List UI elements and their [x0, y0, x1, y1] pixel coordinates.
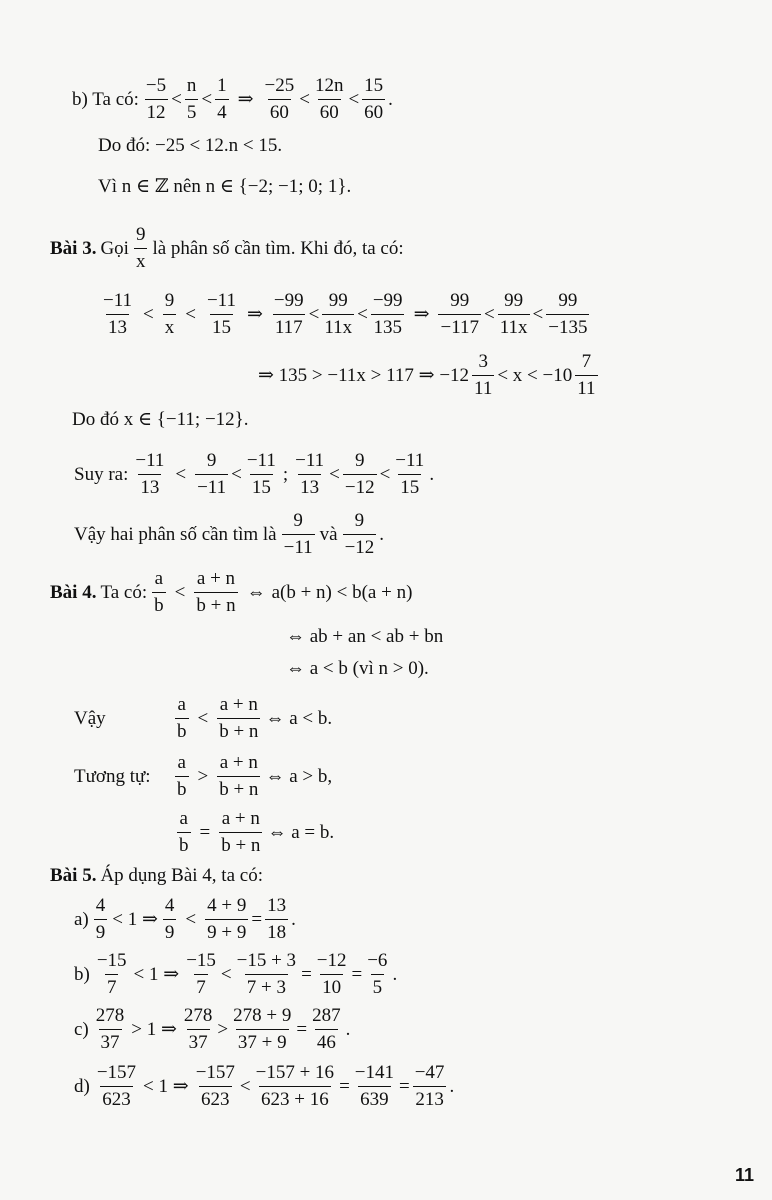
- denominator: 9: [163, 919, 177, 944]
- bai4-equal: [174, 808, 336, 857]
- fraction: [472, 351, 494, 400]
- numerator: 278 + 9: [233, 1005, 292, 1026]
- fraction: [219, 808, 262, 857]
- text: > 1 ⇒: [131, 1018, 177, 1040]
- numerator: −12: [316, 950, 347, 971]
- greater-than: >: [197, 765, 209, 787]
- bai5-b: b) $\frac{-15}{7}$ < 1 ⇒ $\frac{-15}{7}$ < $\frac{-15 + 3}{7 + 3}$ = $\frac{-12}{10}$ = $\frac{-6}{5}$ .: [74, 950, 398, 998]
- denominator: −11: [195, 474, 228, 499]
- bai3-intro: [48, 224, 406, 273]
- denominator: 4: [215, 99, 229, 124]
- denominator: b: [175, 776, 189, 801]
- bai4-tuong-tu: [72, 752, 334, 801]
- denominator: −135: [546, 314, 589, 339]
- denominator: 7: [105, 974, 119, 999]
- fraction: [95, 1062, 138, 1111]
- numerator: −157: [96, 1062, 137, 1083]
- numerator: 287: [312, 1005, 341, 1026]
- numerator: 7: [581, 351, 592, 372]
- text: ⇒ 135 > −11x > 117 ⇒ −12: [258, 364, 470, 386]
- fraction: [184, 950, 218, 999]
- fraction: [195, 450, 228, 499]
- denominator: 11: [575, 375, 597, 400]
- numerator: −15: [186, 950, 216, 971]
- numerator: 9: [206, 450, 217, 471]
- denominator: 11: [472, 375, 494, 400]
- denominator: 18: [265, 919, 288, 944]
- text: Vậy: [74, 707, 106, 729]
- bai4-title: Bài 4.: [50, 581, 97, 603]
- numerator: 9: [293, 510, 303, 531]
- denominator: b: [177, 832, 191, 857]
- bai2b-lead: b) Ta có:: [72, 88, 139, 110]
- text: ⇔ a = b.: [267, 821, 335, 843]
- fraction: [315, 950, 349, 999]
- fraction: [101, 290, 134, 339]
- bai3-suy-ra: Suy ra: $\frac{-11}{13}$ < $\frac{9}{-11}$ < $\frac{-11}{15}$ ; $\frac{-11}{13}$ < $\frac{9}{-12}$ < $\frac{-11}{15}$ .: [74, 450, 435, 498]
- numerator: −25: [264, 75, 295, 96]
- fraction: [365, 950, 389, 999]
- bai3-title: Bài 3.: [50, 237, 97, 259]
- denominator: 37: [187, 1029, 210, 1054]
- bai5-title: Bài 5.: [50, 865, 97, 886]
- denominator: −12: [343, 534, 377, 559]
- denominator: b: [175, 718, 189, 743]
- fraction: [282, 510, 315, 559]
- bai5-d: d) $\frac{-157}{623}$ < 1 ⇒ $\frac{-157}{623}$ < $\frac{-157 + 16}{623 + 16}$ = $\frac{-141}{639}$ = $\frac{-47}{213}$ .: [74, 1062, 455, 1110]
- denominator: x: [134, 248, 148, 273]
- text: Áp dụng Bài 4, ta có:: [100, 865, 263, 886]
- numerator: 4 + 9: [207, 895, 247, 916]
- numerator: −157: [195, 1062, 235, 1083]
- numerator: −6: [367, 950, 388, 971]
- fraction: [217, 752, 260, 801]
- fraction: [144, 75, 168, 124]
- denominator: 7: [194, 974, 208, 999]
- denominator: 13: [298, 474, 321, 499]
- denominator: −117: [438, 314, 481, 339]
- numerator: a + n: [219, 694, 258, 715]
- item-label: a): [74, 908, 89, 930]
- denominator: 623: [100, 1086, 133, 1111]
- fraction: [94, 895, 108, 944]
- bai5-intro: [48, 866, 265, 885]
- denominator: 639: [358, 1086, 391, 1111]
- denominator: 213: [413, 1086, 446, 1111]
- numerator: a: [177, 752, 186, 773]
- fraction: [254, 1062, 336, 1111]
- numerator: 99: [504, 290, 524, 311]
- denominator: b + n: [219, 832, 262, 857]
- fraction: [293, 450, 326, 499]
- fraction: [272, 290, 306, 339]
- denominator: 60: [268, 99, 291, 124]
- numerator: a: [154, 568, 164, 589]
- fraction: [177, 808, 191, 857]
- numerator: a + n: [196, 568, 236, 589]
- numerator: a + n: [219, 752, 258, 773]
- less-than: <: [348, 88, 360, 110]
- bai3-conclusion: Vậy hai phân số cần tìm là $\frac{9}{-11}$ và $\frac{9}{-12}$ .: [74, 510, 385, 558]
- text: là phân số cần tìm. Khi đó, ta có:: [152, 237, 404, 259]
- fraction: [498, 290, 530, 339]
- fraction: [231, 1005, 293, 1054]
- denominator: −12: [343, 474, 377, 499]
- fraction: [322, 290, 354, 339]
- numerator: −141: [354, 1062, 394, 1083]
- fraction: [313, 75, 346, 124]
- less-than: <: [299, 88, 310, 110]
- numerator: 12n: [314, 75, 344, 96]
- text: ⇔ a > b,: [265, 765, 333, 787]
- denominator: b + n: [217, 718, 260, 743]
- fraction: [133, 450, 166, 499]
- semicolon: ;: [282, 463, 289, 485]
- bai3-row2: [258, 351, 601, 400]
- bai5-c: c) $\frac{278}{37}$ > 1 ⇒ $\frac{278}{37}$ > $\frac{278 + 9}{37 + 9}$ = $\frac{287}{46}$ .: [74, 1005, 351, 1053]
- fraction: [263, 75, 297, 124]
- less-than: <: [201, 88, 213, 110]
- numerator: 99: [328, 290, 348, 311]
- denominator: 13: [138, 474, 161, 499]
- numerator: −11: [206, 290, 236, 311]
- fraction: [265, 895, 288, 944]
- text: < 1 ⇒: [143, 1075, 189, 1097]
- fraction: [343, 510, 377, 559]
- numerator: 9: [354, 450, 365, 471]
- fraction: [217, 694, 260, 743]
- text: Gọi: [100, 237, 129, 259]
- numerator: a + n: [221, 808, 260, 829]
- bai2b-line1: [70, 75, 393, 124]
- equals: =: [199, 821, 211, 843]
- denominator: 9 + 9: [205, 919, 248, 944]
- numerator: 9: [135, 224, 146, 245]
- denominator: 9: [94, 919, 108, 944]
- numerator: 1: [217, 75, 227, 96]
- fraction: [393, 450, 426, 499]
- bai2b-line3: Vì n ∈ ℤ nên n ∈ {−2; −1; 0; 1}.: [98, 176, 352, 197]
- fraction: [163, 895, 177, 944]
- text: ⇔ a < b.: [265, 707, 333, 729]
- denominator: 46: [315, 1029, 338, 1054]
- fraction: [205, 895, 248, 944]
- numerator: −11: [246, 450, 276, 471]
- numerator: 3: [478, 351, 488, 372]
- denominator: 7 + 3: [245, 974, 288, 999]
- denominator: 37 + 9: [236, 1029, 289, 1054]
- iff: ⇔: [246, 581, 266, 603]
- fraction: [94, 1005, 127, 1054]
- bai4-line1: Bài 4. Ta có: $\frac{a}{b}$ < $\frac{a + n}{b + n}$ ⇔ a(b + n) < b(a + n): [50, 568, 413, 616]
- numerator: a: [179, 808, 188, 829]
- text: < 1 ⇒: [112, 908, 158, 930]
- denominator: 15: [398, 474, 421, 499]
- denominator: b + n: [217, 776, 260, 801]
- fraction: [371, 290, 405, 339]
- fraction: [194, 1062, 237, 1111]
- fraction: [245, 450, 278, 499]
- numerator: −15 + 3: [236, 950, 297, 971]
- numerator: 4: [164, 895, 175, 916]
- denominator: 12: [145, 99, 168, 124]
- less-than: <: [171, 88, 182, 110]
- numerator: −11: [103, 290, 133, 311]
- numerator: 9: [354, 510, 365, 531]
- denominator: 623 + 16: [259, 1086, 331, 1111]
- denominator: 60: [318, 99, 341, 124]
- bai2b-line2: Do đó: −25 < 12.n < 15.: [98, 135, 283, 156]
- period: .: [388, 88, 393, 110]
- bai4-line3: ⇔ a < b (vì n > 0).: [286, 658, 429, 679]
- denominator: 37: [99, 1029, 122, 1054]
- denominator: 5: [185, 99, 199, 124]
- fraction: [215, 75, 229, 124]
- denominator: b: [152, 592, 166, 617]
- fraction: [185, 75, 199, 124]
- text: Vậy hai phân số cần tìm là: [74, 523, 277, 545]
- denominator: 11x: [498, 314, 530, 339]
- denominator: 13: [106, 314, 129, 339]
- denominator: 60: [362, 99, 385, 124]
- fraction: [353, 1062, 396, 1111]
- fraction: [438, 290, 481, 339]
- denominator: 117: [273, 314, 305, 339]
- denominator: 11x: [322, 314, 354, 339]
- denominator: 5: [371, 974, 385, 999]
- page-number: 11: [734, 1165, 754, 1185]
- numerator: −11: [395, 450, 425, 471]
- text: và: [319, 523, 338, 545]
- text: < 1 ⇒: [133, 963, 180, 985]
- fraction: [163, 290, 177, 339]
- denominator: 623: [199, 1086, 232, 1111]
- denominator: b + n: [194, 592, 237, 617]
- numerator: 15: [364, 75, 384, 96]
- text: < x < −10: [497, 364, 573, 386]
- fraction: [575, 351, 597, 400]
- bai3-row1: $\frac{-11}{13}$ < $\frac{9}{x}$ < $\frac{-11}{15}$ ⇒ $\frac{-99}{117}$ < $\frac{99}{11x}$ < $\frac{-99}{135}$ ⇒ $\frac{99}{-117}$ < $\frac{99}{11x}$ < $\frac{99}{-135}$: [103, 290, 588, 338]
- numerator: 278: [183, 1005, 213, 1026]
- implies: ⇒: [237, 88, 254, 110]
- denominator: −11: [282, 534, 315, 559]
- numerator: 9: [164, 290, 175, 311]
- fraction: [310, 1005, 343, 1054]
- fraction: [152, 568, 166, 617]
- fraction: [182, 1005, 215, 1054]
- fraction: [362, 75, 385, 124]
- numerator: 13: [267, 895, 287, 916]
- fraction: [95, 950, 129, 999]
- fraction: [546, 290, 589, 339]
- denominator: 15: [210, 314, 233, 339]
- fraction: [175, 694, 189, 743]
- numerator: −15: [96, 950, 127, 971]
- numerator: −11: [135, 450, 165, 471]
- text: a(b + n) < b(a + n): [271, 581, 413, 603]
- item-label: c): [74, 1018, 89, 1040]
- fraction: [413, 1062, 447, 1111]
- denominator: 15: [250, 474, 273, 499]
- numerator: 99: [558, 290, 578, 311]
- numerator: 4: [95, 895, 106, 916]
- denominator: x: [163, 314, 177, 339]
- fraction: [343, 450, 377, 499]
- numerator: −157 + 16: [255, 1062, 335, 1083]
- numerator: −47: [414, 1062, 445, 1083]
- numerator: 99: [450, 290, 470, 311]
- bai5-a: a) $\frac{4}{9}$ < 1 ⇒ $\frac{4}{9}$ < $\frac{4 + 9}{9 + 9}$ = $\frac{13}{18}$ .: [74, 895, 296, 943]
- fraction: [134, 224, 148, 273]
- bai4-line2: ⇔ ab + an < ab + bn: [286, 626, 444, 647]
- fraction: [194, 568, 237, 617]
- numerator: a: [177, 694, 186, 715]
- numerator: −99: [372, 290, 403, 311]
- numerator: n: [186, 75, 197, 96]
- bai3-line3: Do đó x ∈ {−11; −12}.: [72, 409, 249, 430]
- fraction: [175, 752, 189, 801]
- fraction: [235, 950, 298, 999]
- numerator: −5: [145, 75, 167, 96]
- item-label: d): [74, 1075, 90, 1097]
- text: Tương tự:: [74, 765, 151, 787]
- denominator: 135: [371, 314, 404, 339]
- denominator: 10: [320, 974, 343, 999]
- item-label: b): [74, 963, 90, 985]
- text: Suy ra:: [74, 463, 129, 485]
- numerator: −11: [295, 450, 325, 471]
- text: Ta có:: [100, 581, 148, 603]
- numerator: 278: [95, 1005, 125, 1026]
- numerator: −99: [273, 290, 304, 311]
- bai4-vay: Vậy $\frac{a}{b}$ < $\frac{a + n}{b + n}$ ⇔ a < b.: [74, 694, 333, 742]
- fraction: [205, 290, 238, 339]
